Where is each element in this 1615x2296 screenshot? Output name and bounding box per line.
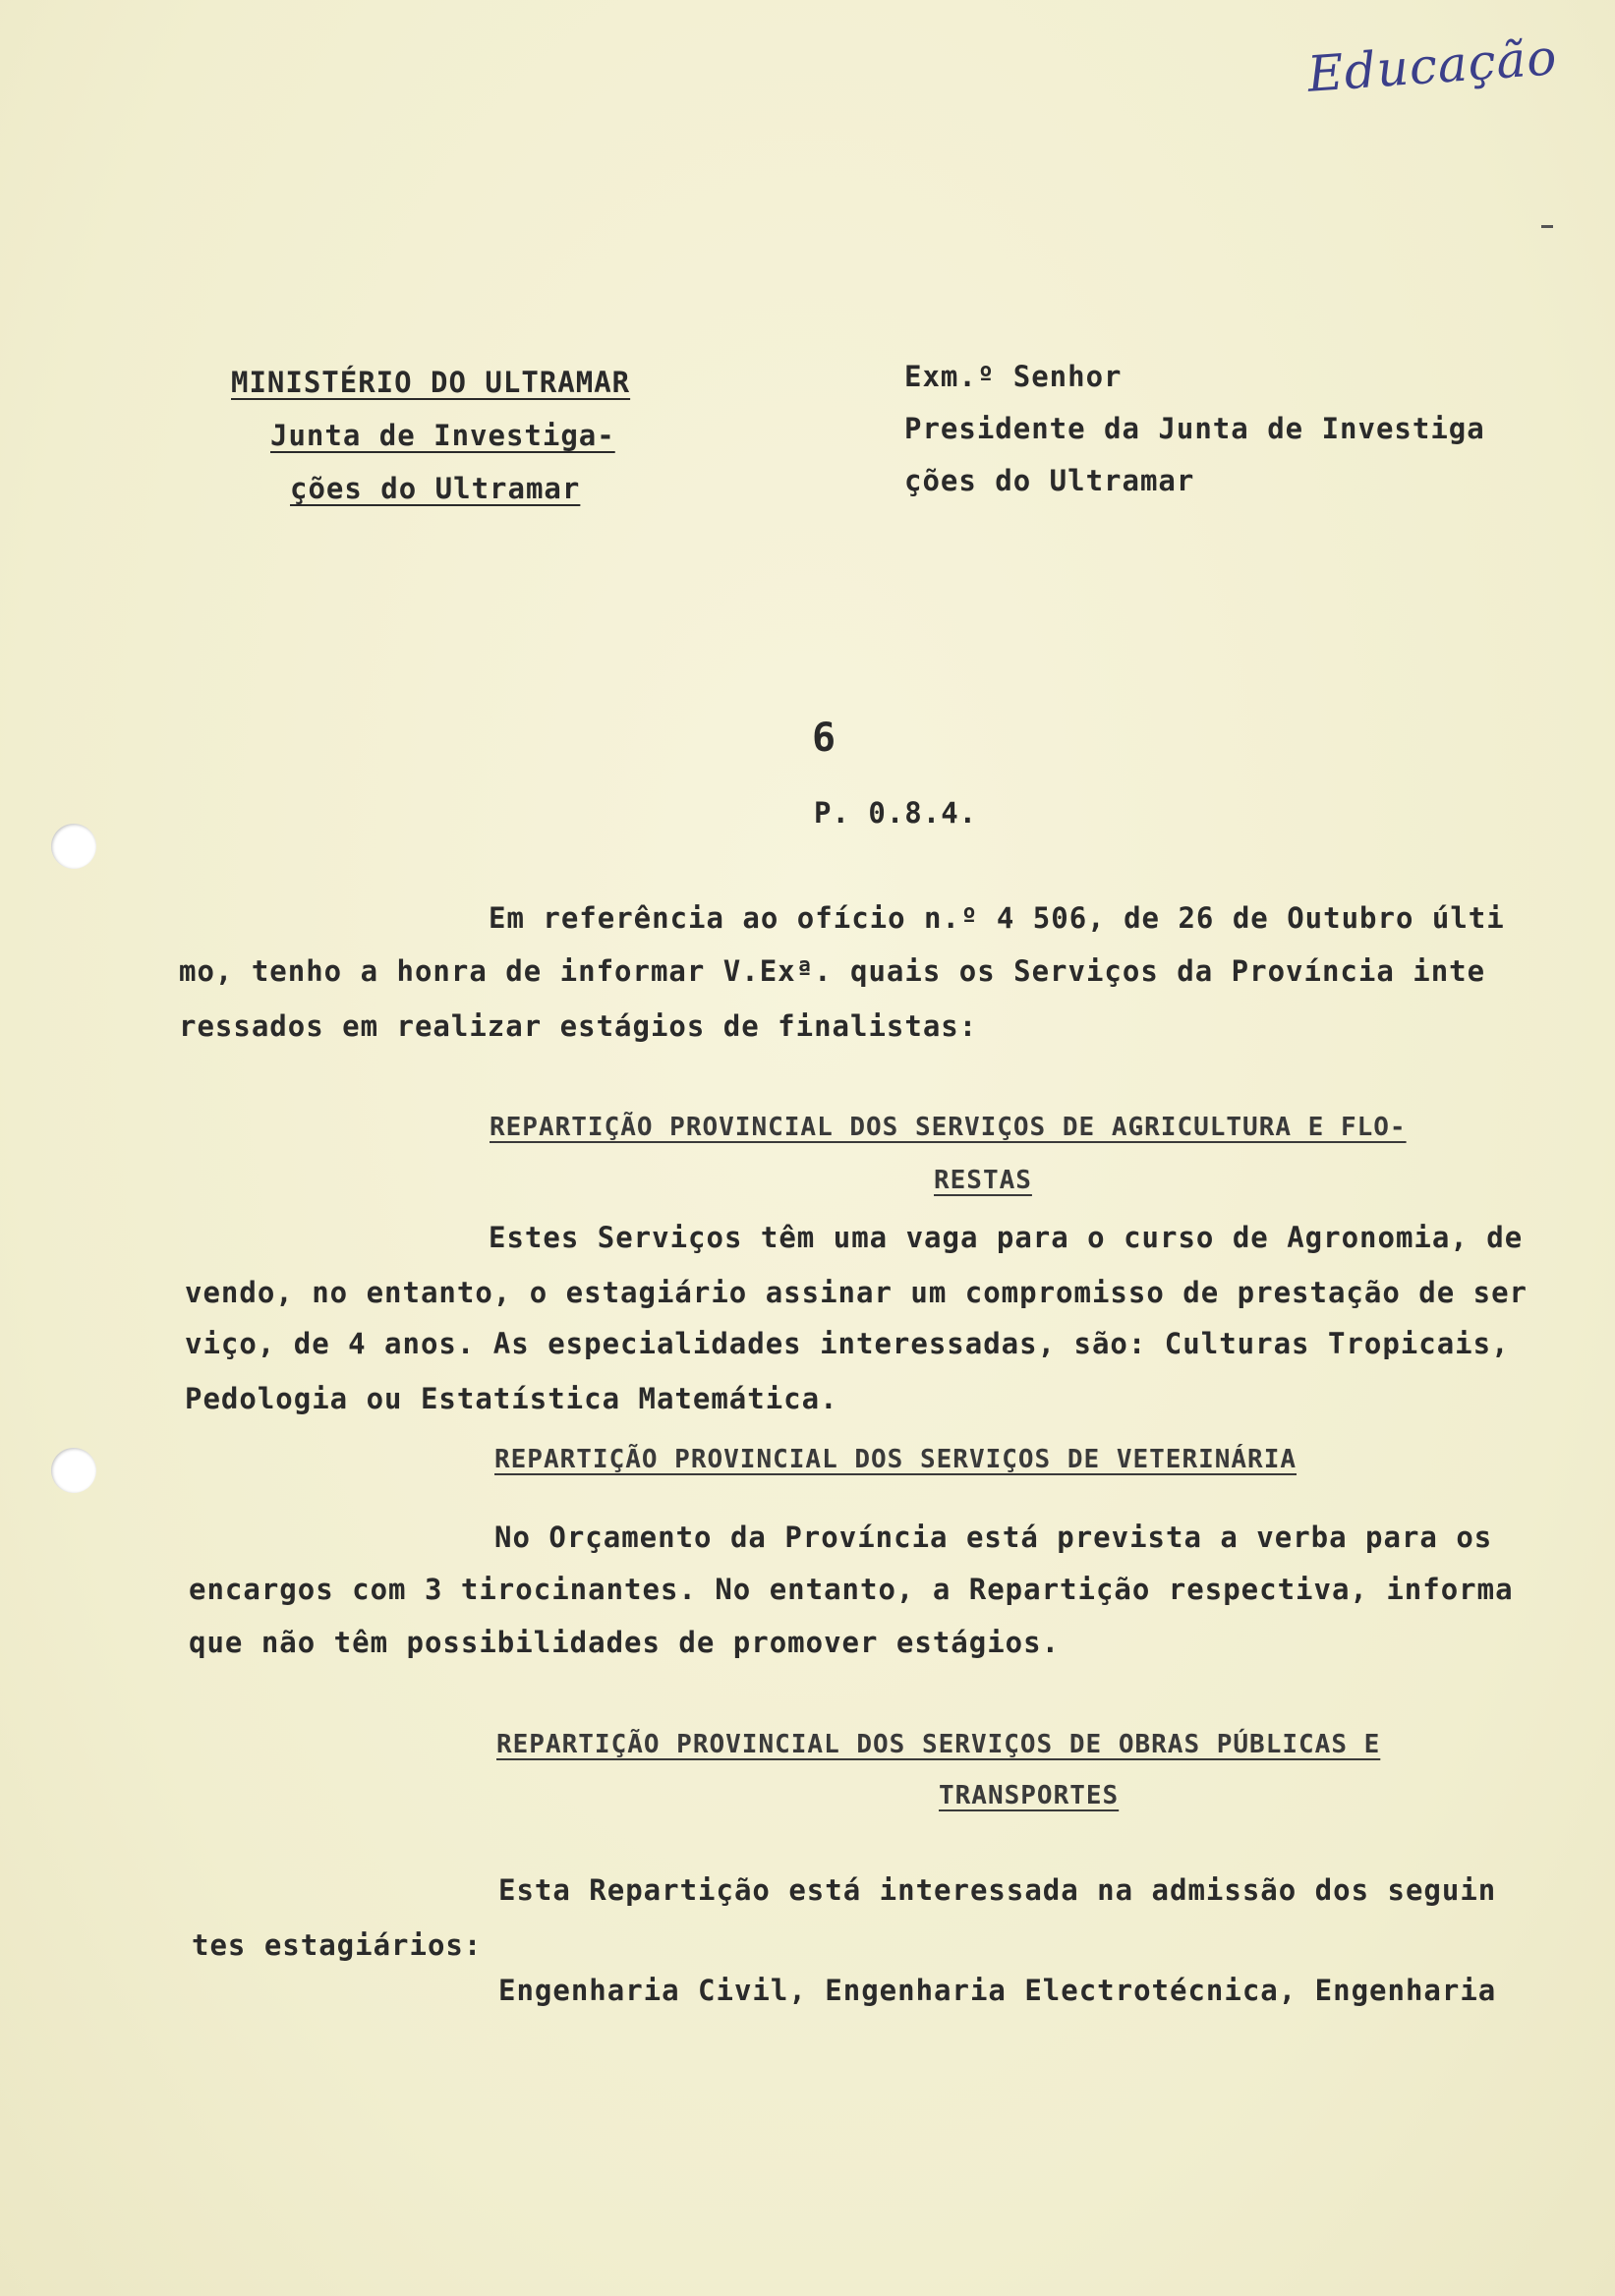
section3-heading-2: TRANSPORTES [939, 1781, 1120, 1810]
section2-heading-1: REPARTIÇÃO PROVINCIAL DOS SERVIÇOS DE VETERINÁRIA [494, 1445, 1298, 1474]
section3-heading-1: REPARTIÇÃO PROVINCIAL DOS SERVIÇOS DE OBRAS PÚBLICAS E [496, 1730, 1381, 1759]
page-number: 6 [812, 716, 837, 761]
section1-line-2: vendo, no entanto, o estagiário assinar um compromisso de prestação de ser [185, 1276, 1528, 1309]
intro-line-3: ressados em realizar estágios de finalistas: [179, 1009, 978, 1043]
section1-line-1: Estes Serviços têm uma vaga para o curso de Agronomia, de [489, 1221, 1524, 1254]
section2-line-3: que não têm possibilidades de promover estágios. [189, 1626, 1061, 1659]
section1-heading-2: RESTAS [934, 1166, 1032, 1195]
reference-code: P. 0.8.4. [814, 796, 978, 830]
ministry-title: MINISTÉRIO DO ULTRAMAR [231, 366, 631, 399]
section3-line-2: tes estagiários: [192, 1928, 483, 1962]
punch-hole-top [51, 824, 96, 869]
handwritten-annotation: Educação [1305, 29, 1560, 103]
section1-line-3: viço, de 4 anos. As especialidades interessadas, são: Culturas Tropicais, [185, 1327, 1510, 1360]
section2-line-1: No Orçamento da Província está prevista a verba para os [494, 1521, 1493, 1554]
junta-line-2: ções do Ultramar [290, 472, 581, 505]
intro-line-1: Em referência ao ofício n.º 4 506, de 26 de Outubro últi [489, 901, 1505, 935]
intro-line-2: mo, tenho a honra de informar V.Exª. quais os Serviços da Província inte [179, 954, 1486, 988]
salutation: Exm.º Senhor [904, 360, 1123, 393]
punch-hole-bottom [51, 1448, 96, 1493]
section1-line-4: Pedologia ou Estatística Matemática. [185, 1382, 838, 1415]
section2-line-2: encargos com 3 tirocinantes. No entanto, a Repartição respectiva, informa [189, 1573, 1514, 1606]
addressee-line-2: ções do Ultramar [904, 464, 1195, 497]
addressee-line-1: Presidente da Junta de Investiga [904, 412, 1485, 445]
junta-line-1: Junta de Investiga- [270, 419, 615, 452]
section3-line-3: Engenharia Civil, Engenharia Electrotécnica, Engenharia [498, 1974, 1497, 2007]
section1-heading-1: REPARTIÇÃO PROVINCIAL DOS SERVIÇOS DE AGRICULTURA E FLO- [490, 1113, 1407, 1142]
section3-line-1: Esta Repartição está interessada na admissão dos seguin [498, 1873, 1497, 1907]
margin-mark [1541, 225, 1553, 228]
